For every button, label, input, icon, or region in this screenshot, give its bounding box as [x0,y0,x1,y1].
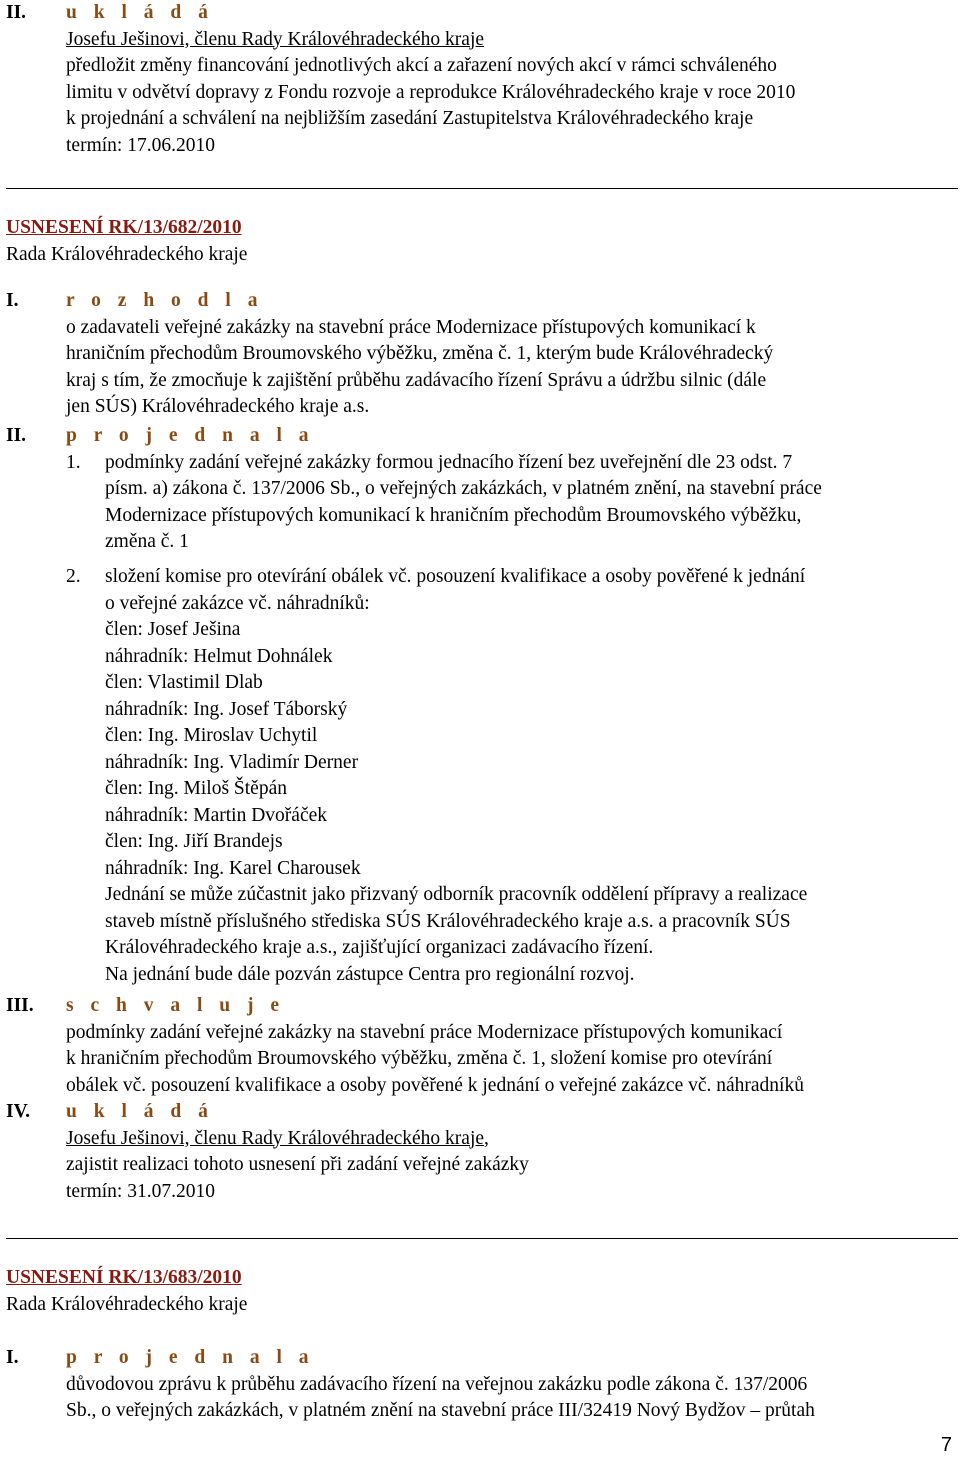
committee-substitute: náhradník: Ing. Vladimír Derner [105,751,359,773]
committee-member: člen: Ing. Miloš Štěpán [105,778,287,799]
text-line: limitu v odvětví dopravy z Fondu rozvoje a reprodukce Královéhradeckého kraje v roce 2010 [66,81,796,103]
committee-substitute: náhradník: Helmut Dohnálek [105,645,333,667]
resolution-heading: USNESENÍ RK/13/683/2010 [6,1267,242,1288]
committee-member: člen: Josef Ješina [105,619,241,640]
resolution-682 [0,215,958,268]
section-number: III. [6,995,34,1016]
res682-section-iv [0,1099,958,1205]
committee-substitute: náhradník: Martin Dvořáček [105,804,328,826]
text-line: Na jednání bude dále pozván zástupce Centra pro regionální rozvoj. [105,963,635,985]
section-keyword: r o z h o d l a [66,290,264,311]
text-line: jen SÚS) Královéhradeckého kraje a.s. [66,396,370,417]
section-keyword: u k l á d á [66,2,214,23]
text-line: staveb místně příslušného střediska SÚS Královéhradeckého kraje a.s. a pracovník SÚS [105,910,791,932]
committee-member: člen: Ing. Miroslav Uchytil [105,725,318,746]
committee-member: člen: Vlastimil Dlab [105,672,263,693]
addressee: Josefu Ješinovi, členu Rady Královéhradeckého kraje [66,28,485,50]
text-line: hraničním přechodům Broumovského výběžku, změna č. 1, kterým bude Královéhradecký [66,343,774,364]
res682-item-2 [0,564,958,988]
resolution-683 [0,1265,958,1318]
section-keyword: p r o j e d n a l a [66,425,315,446]
resolution-body: Rada Královéhradeckého kraje [6,243,248,265]
separator-rule [6,1238,958,1239]
text-line: Sb., o veřejných zakázkách, v platném znění na stavební práce III/32419 Nový Bydžov – průtah [66,1400,815,1421]
section-keyword: u k l á d á [66,1101,214,1122]
text-line: o zadavateli veřejné zakázky na stavební práce Modernizace přístupových komunikací k [66,316,756,338]
section-keyword: p r o j e d n a l a [66,1347,315,1368]
text-line: podmínky zadání veřejné zakázky na stavební práce Modernizace přístupových komunikací [66,1021,783,1043]
text-line: předložit změny financování jednotlivých akcí a zařazení nových akcí v rámci schváleného [66,55,777,76]
item-number: 2. [66,566,81,587]
text-line: o veřejné zakázce vč. náhradníků: [105,592,370,614]
text-line: změna č. 1 [105,531,189,552]
text-line: kraj s tím, že zmocňuje k zajištění průběhu zadávacího řízení Správu a údržbu silnic (dále [66,369,767,391]
text-line: k projednání a schválení na nejbližším zasedání Zastupitelstva Královéhradeckého kraje [66,108,754,129]
addressee: Josefu Ješinovi, členu Rady Královéhradeckého kraje [66,1127,485,1149]
res682-section-i [0,288,958,421]
res683-section-i [0,1345,958,1425]
separator-rule [6,188,958,189]
text-line: písm. a) zákona č. 137/2006 Sb., o veřejných zakázkách, v platném znění, na stavební práce [105,478,822,499]
text-line: Jednání se může zúčastnit jako přizvaný odborník pracovník oddělení přípravy a realizace [105,884,808,905]
section-keyword: s c h v a l u j e [66,995,285,1016]
page-number: 7 [940,1433,952,1456]
item-number: 1. [66,451,81,473]
committee-substitute: náhradník: Ing. Karel Charousek [105,857,361,879]
text-line: obálek vč. posouzení kvalifikace a osoby pověřené k jednání o veřejné zakázce vč. náhradníků [66,1074,804,1096]
section-number: II. [6,2,27,23]
text-line: důvodovou zprávu k průběhu zadávacího řízení na veřejnou zakázku podle zákona č. 137/2006 [66,1373,808,1395]
deadline: termín: 31.07.2010 [66,1180,215,1202]
text-line: zajistit realizaci tohoto usnesení při zadání veřejné zakázky [66,1154,529,1175]
committee-member: člen: Ing. Jiří Brandejs [105,831,283,852]
text-line: k hraničním přechodům Broumovského výběžku, změna č. 1, složení komise pro otevírání [66,1048,773,1069]
text-line: Královéhradeckého kraje a.s., zajišťující organizaci zadávacího řízení. [105,937,654,958]
resolution-heading: USNESENÍ RK/13/682/2010 [6,217,242,238]
section-number: IV. [6,1101,31,1122]
addressee-comma: , [484,1127,489,1149]
resolution-body: Rada Královéhradeckého kraje [6,1293,248,1315]
section-number: II. [6,425,27,446]
section-ii-uklada [0,0,958,159]
text-line: složení komise pro otevírání obálek vč. posouzení kvalifikace a osoby pověřené k jednání [105,566,806,587]
section-number: I. [6,290,19,311]
text-line: Modernizace přístupových komunikací k hraničním přechodům Broumovského výběžku, [105,504,802,526]
res682-section-iii [0,993,958,1099]
section-number: I. [6,1347,19,1368]
committee-substitute: náhradník: Ing. Josef Táborský [105,698,348,720]
text-line: podmínky zadání veřejné zakázky formou jednacího řízení bez uveřejnění dle 23 odst. 7 [105,451,793,473]
deadline: termín: 17.06.2010 [66,134,215,156]
res682-section-ii [0,423,958,556]
